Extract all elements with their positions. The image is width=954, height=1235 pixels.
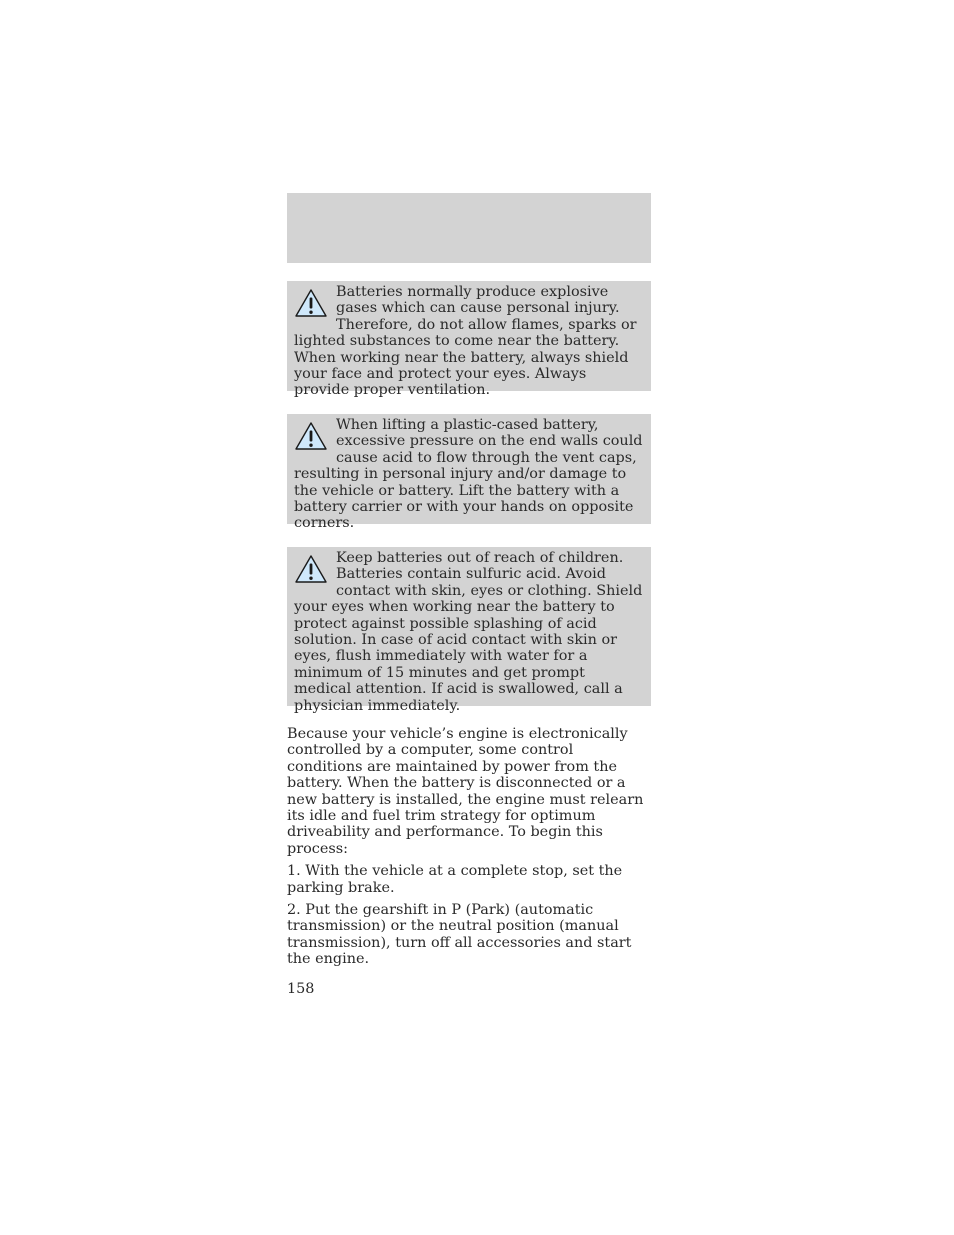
page-number: 158: [287, 981, 315, 997]
warning-box-lifting-battery: [287, 414, 651, 532]
warning-triangle-icon: [294, 421, 328, 451]
warning-box-sulfuric-acid: [287, 547, 651, 714]
step-2: 2. Put the gearshift in P (Park) (automatic transmission) or the neutral position (manual transmission), turn off all accessories and start the engine.: [287, 902, 632, 968]
intro-paragraph: Because your vehicle’s engine is electronically controlled by a computer, some control conditions are maintained by power from the battery. When the battery is disconnected or a new battery is installed, the engine must relearn its idle and fuel trim strategy for optimum driveability and performance. To begin this process:: [287, 726, 644, 857]
warning-box-explosive-gases: [287, 281, 651, 399]
section-header-band: [287, 193, 651, 263]
warning-text: Keep batteries out of reach of children. Batteries contain sulfuric acid. Avoid contact with skin, eyes or clothing. Shield your eyes when working near the battery to protect against possible splashing of acid solution. In case of acid contact with skin or eyes, flush immediately with water for a minimum of 15 minutes and get prompt medical attention. If acid is swallowed, call a physician immediately.: [294, 550, 643, 714]
warning-triangle-icon: [294, 288, 328, 318]
warning-triangle-icon: [294, 554, 328, 584]
step-1: 1. With the vehicle at a complete stop, set the parking brake.: [287, 863, 623, 896]
battery-relearn-instructions: [287, 726, 653, 974]
warning-text: When lifting a plastic-cased battery, excessive pressure on the end walls could cause acid to flow through the vent caps, resulting in personal injury and/or damage to the vehicle or battery. Lift the battery with a battery carrier or with your hands on opposite corners.: [294, 417, 643, 532]
warning-text: Batteries normally produce explosive gases which can cause personal injury. Therefore, do not allow flames, sparks or lighted substances to come near the battery. When working near the battery, always shield your face and protect your eyes. Always provide proper ventilation.: [294, 284, 637, 399]
